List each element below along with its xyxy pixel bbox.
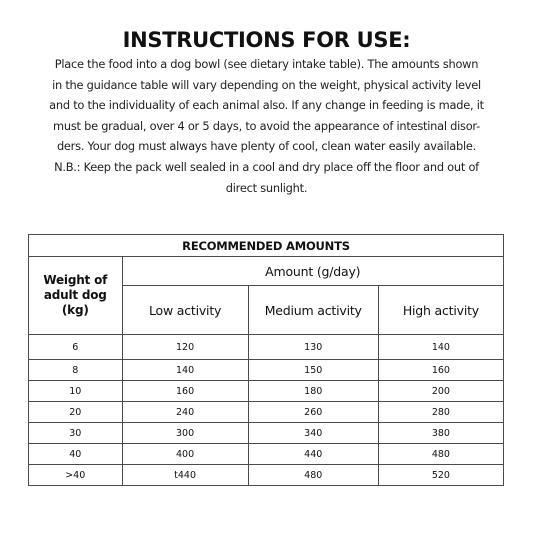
- table-row: [29, 444, 504, 465]
- instructions-line: in the guidance table will vary depending on the weight, physical activity level: [52, 77, 481, 92]
- low-activity-cell: 140: [122, 360, 248, 381]
- recommended-amounts-table: [28, 234, 504, 486]
- weight-cell: 10: [29, 381, 123, 402]
- instructions-text: [0, 54, 533, 198]
- amount-column-group-header: Amount (g/day): [122, 257, 503, 286]
- low-activity-cell: 240: [122, 402, 248, 423]
- low-activity-cell: 160: [122, 381, 248, 402]
- table-row: [29, 360, 504, 381]
- table-title-row: [29, 235, 504, 257]
- medium-activity-cell: 260: [248, 402, 378, 423]
- table-row: [29, 381, 504, 402]
- weight-column-header: Weight of adult dog (kg): [29, 257, 123, 335]
- medium-activity-header: Medium activity: [248, 286, 378, 335]
- medium-activity-cell: 340: [248, 423, 378, 444]
- table-header-row: [29, 257, 504, 286]
- page-title: INSTRUCTIONS FOR USE:: [122, 28, 411, 52]
- medium-activity-cell: 180: [248, 381, 378, 402]
- low-activity-header: Low activity: [122, 286, 248, 335]
- weight-cell: 30: [29, 423, 123, 444]
- weight-cell: 8: [29, 360, 123, 381]
- low-activity-cell: 300: [122, 423, 248, 444]
- table-row: [29, 402, 504, 423]
- high-activity-cell: 140: [378, 335, 503, 360]
- weight-cell: 40: [29, 444, 123, 465]
- table-row: [29, 465, 504, 486]
- medium-activity-cell: 150: [248, 360, 378, 381]
- high-activity-cell: 280: [378, 402, 503, 423]
- instructions-line: must be gradual, over 4 or 5 days, to avoid the appearance of intestinal disor-: [53, 118, 480, 133]
- instructions-line: ders. Your dog must always have plenty of cool, clean water easily available.: [56, 139, 477, 154]
- high-activity-header: High activity: [378, 286, 503, 335]
- medium-activity-cell: 440: [248, 444, 378, 465]
- table-row: [29, 423, 504, 444]
- instructions-line: Place the food into a dog bowl (see dietary intake table). The amounts shown: [54, 57, 479, 71]
- medium-activity-cell: 480: [248, 465, 378, 486]
- instructions-line: and to the individuality of each animal also. If any change in feeding is made, it: [49, 98, 484, 113]
- high-activity-cell: 200: [378, 381, 503, 402]
- medium-activity-cell: 130: [248, 335, 378, 360]
- weight-cell: 20: [29, 402, 123, 423]
- low-activity-cell: t440: [122, 465, 248, 486]
- instructions-line: direct sunlight.: [225, 180, 308, 195]
- high-activity-cell: 380: [378, 423, 503, 444]
- table-heading: RECOMMENDED AMOUNTS: [29, 235, 504, 257]
- low-activity-cell: 120: [122, 335, 248, 360]
- weight-cell: 6: [29, 335, 123, 360]
- high-activity-cell: 480: [378, 444, 503, 465]
- high-activity-cell: 160: [378, 360, 503, 381]
- instructions-line: N.B.: Keep the pack well sealed in a cool and dry place off the floor and out of: [54, 159, 479, 174]
- table-row: [29, 335, 504, 360]
- high-activity-cell: 520: [378, 465, 503, 486]
- weight-cell: >40: [29, 465, 123, 486]
- low-activity-cell: 400: [122, 444, 248, 465]
